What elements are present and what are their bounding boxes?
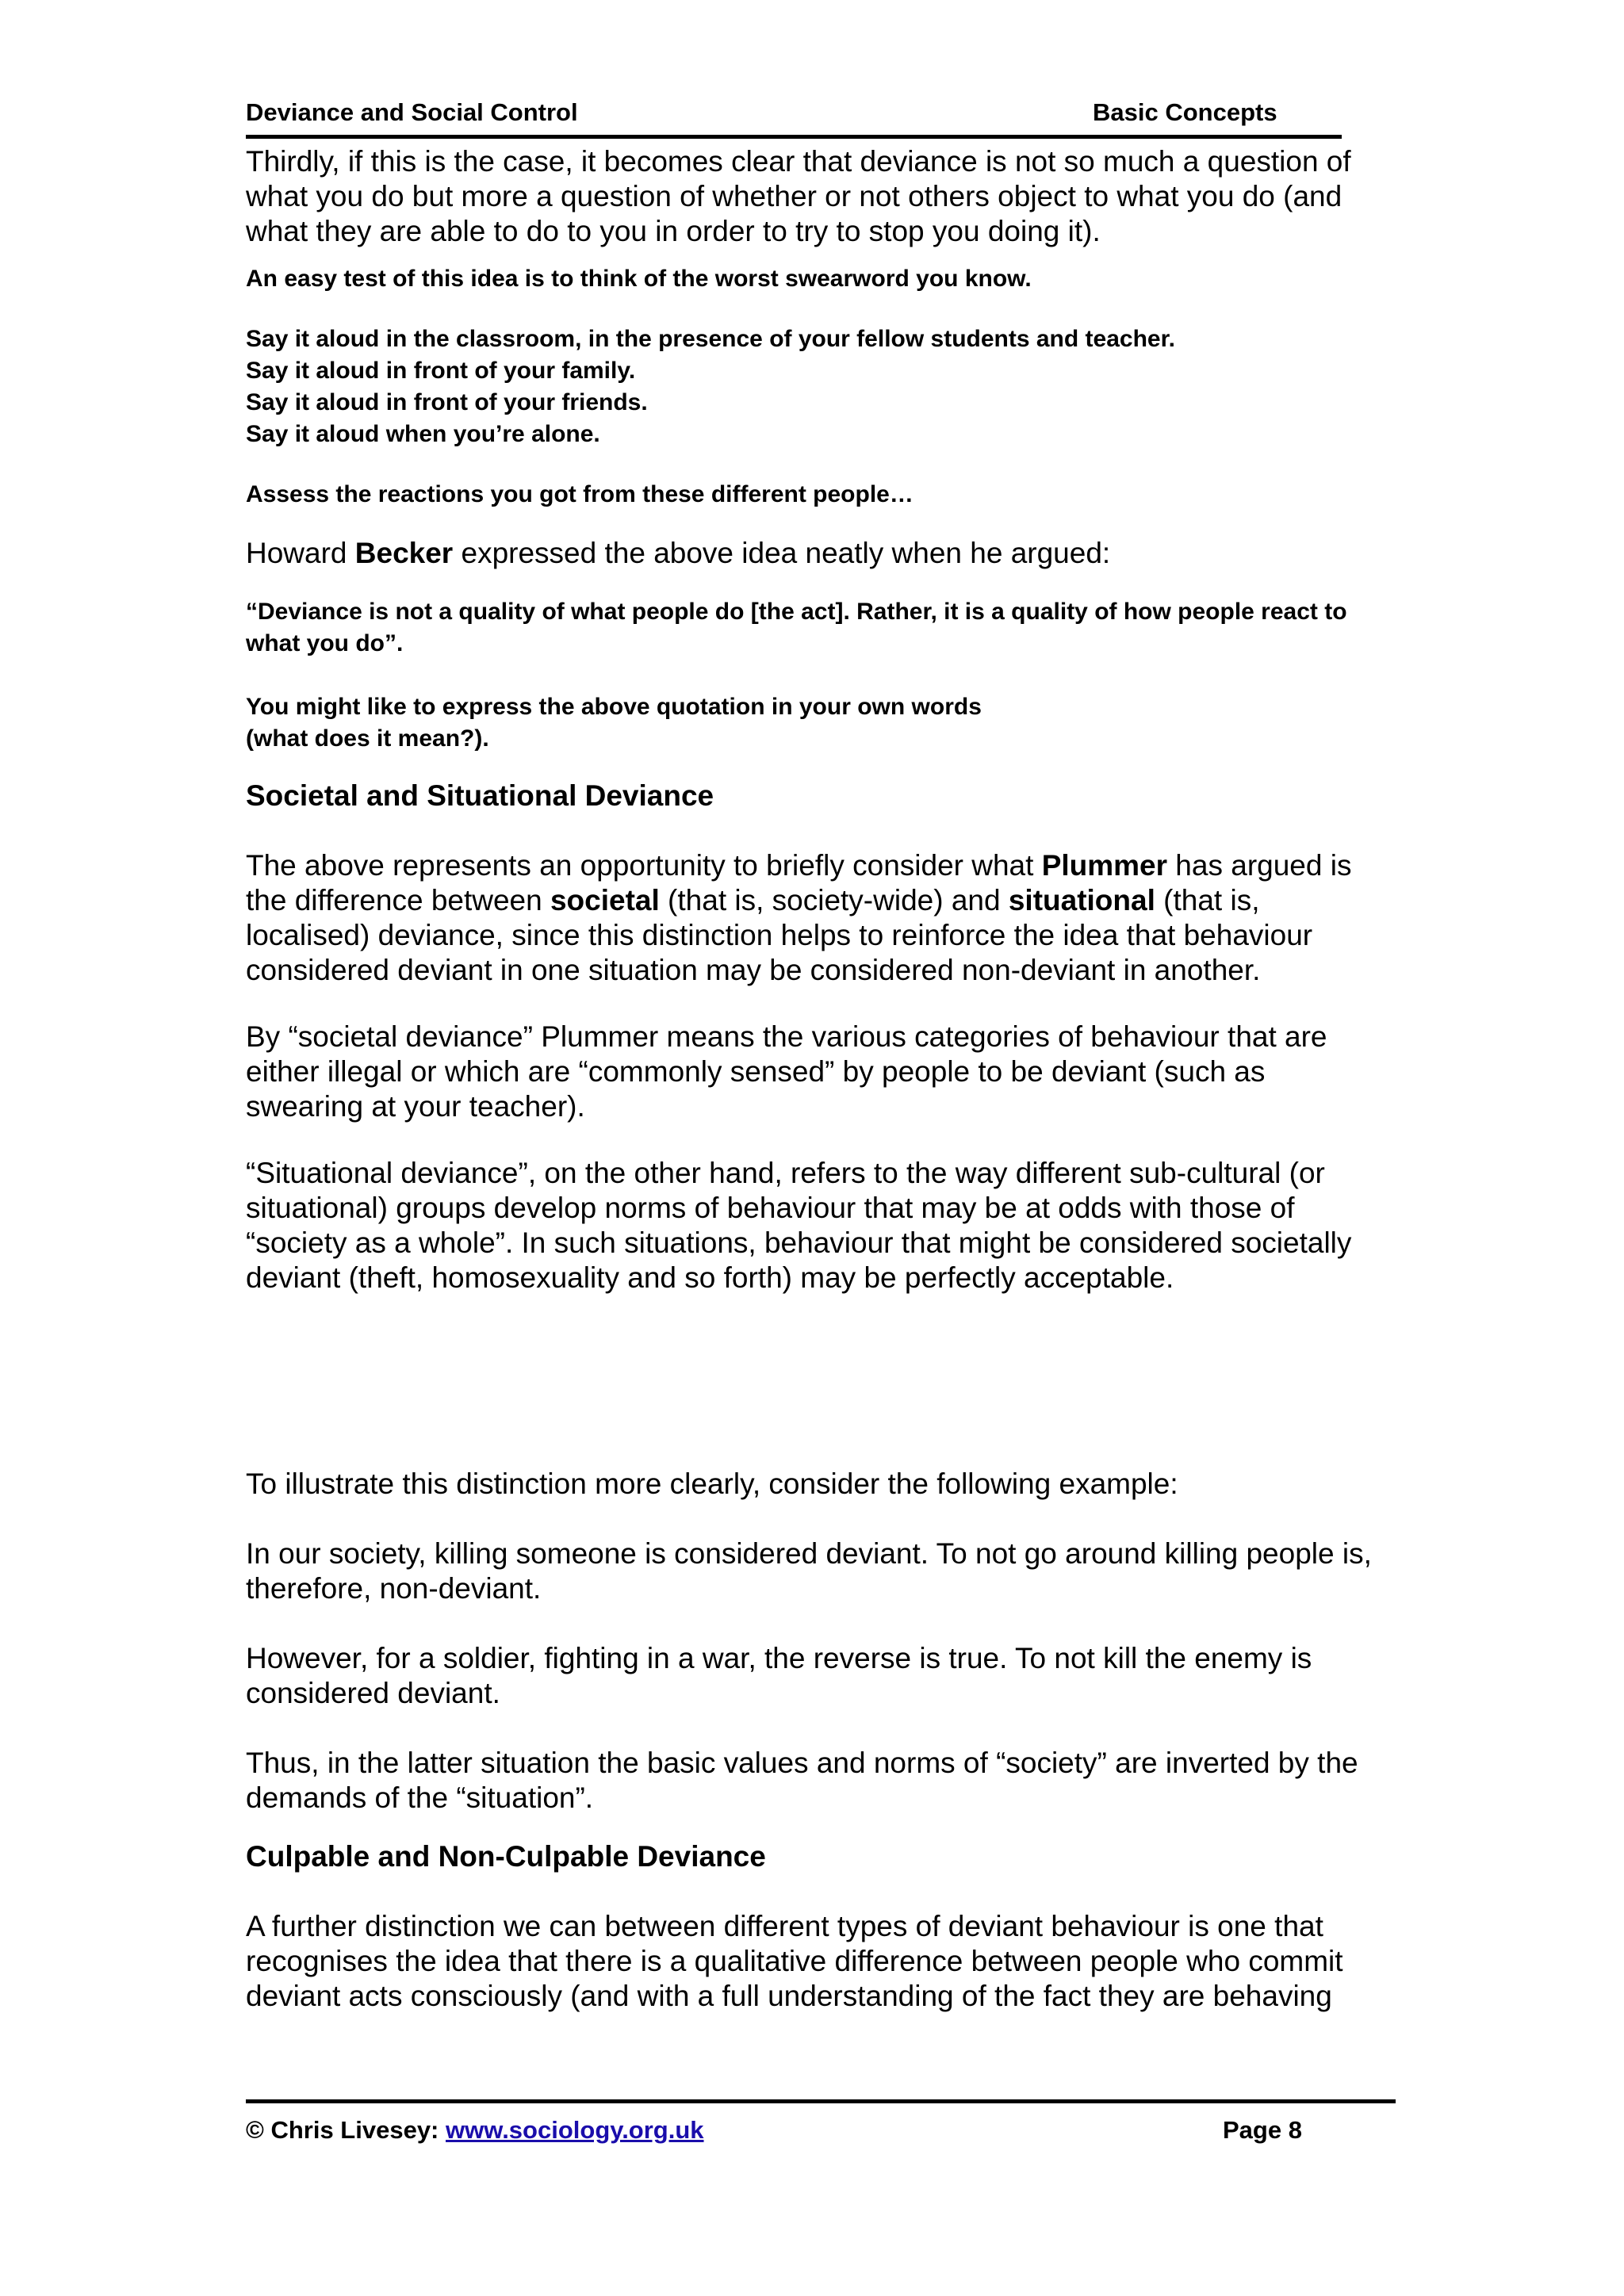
express-line-1: You might like to express the above quotation in your own words <box>246 694 982 720</box>
paragraph-further-distinction: A further distinction we can between different types of deviant behaviour is one that recognises the idea that there is a qualitative difference between people who commit deviant acts consciously (and with a full understanding of the fact they are behaving <box>246 1910 1343 2012</box>
becker-intro-pre: Howard <box>246 537 355 569</box>
heading-societal-situational: Societal and Situational Deviance <box>246 779 714 812</box>
footer-credit <box>246 2116 704 2145</box>
paragraph-illustrate: To illustrate this distinction more clearly, consider the following example: <box>246 1468 1178 1500</box>
express-prompt <box>246 691 1388 755</box>
p2-text-d: (that is, localised) deviance, since this distinction helps to reinforce the idea that behaviour considered deviant in one situation may be considered non-deviant in another. <box>246 884 1313 986</box>
plummer-name: Plummer <box>1041 849 1168 882</box>
paragraph-situational-deviance: “Situational deviance”, on the other hand, refers to the way different sub-cultural (or situational) groups develop norms of behaviour that may be at odds with those of “society as a whole”. In such situations, behaviour that might be considered societally deviant (theft, homosexuality and so forth) may be perfectly acceptable. <box>246 1157 1352 1294</box>
paragraph-soldier: However, for a soldier, fighting in a war, the reverse is true. To not kill the enemy is considered deviant. <box>246 1642 1312 1709</box>
footer-website-link[interactable]: www.sociology.org.uk <box>446 2116 704 2144</box>
p2-text-c: (that is, society-wide) and <box>659 884 1009 916</box>
header-section: Basic Concepts <box>1093 98 1277 126</box>
term-societal: societal <box>550 884 660 916</box>
say-item-family: Say it aloud in front of your family. <box>246 358 636 384</box>
page-number: Page 8 <box>1223 2116 1302 2144</box>
page-content <box>246 144 1388 2014</box>
term-situational: situational <box>1008 884 1155 916</box>
header-title: Deviance and Social Control <box>246 98 578 126</box>
p2-text-b: has argued is the difference between <box>246 849 1352 916</box>
heading-culpable: Culpable and Non-Culpable Deviance <box>246 1840 766 1873</box>
paragraph-plummer <box>246 848 1388 988</box>
paragraph-killing: In our society, killing someone is considered deviant. To not go around killing people is, therefore, non-deviant. <box>246 1537 1372 1605</box>
paragraph-thirdly: Thirdly, if this is the case, it becomes clear that deviance is not so much a question of what you do but more a question of whether or not others object to what you do (and what they are able to do to you in order to try to stop you doing it). <box>246 145 1351 247</box>
page-header <box>246 98 1342 139</box>
paragraph-inverted: Thus, in the latter situation the basic values and norms of “society” are inverted by the demands of the “situation”. <box>246 1747 1358 1814</box>
p2-text-a: The above represents an opportunity to briefly consider what <box>246 849 1042 882</box>
becker-name: Becker <box>354 537 454 569</box>
footer-copyright: © Chris Livesey: <box>246 2116 446 2144</box>
say-item-alone: Say it aloud when you’re alone. <box>246 421 600 447</box>
test-intro: An easy test of this idea is to think of the worst swearword you know. <box>246 266 1032 292</box>
becker-intro <box>246 536 1388 571</box>
say-item-classroom: Say it aloud in the classroom, in the presence of your fellow students and teacher. <box>246 326 1175 352</box>
paragraph-societal-deviance: By “societal deviance” Plummer means the various categories of behaviour that are either illegal or which are “commonly sensed” by people to be deviant (such as swearing at your teacher). <box>246 1020 1327 1123</box>
say-it-list <box>246 323 1388 450</box>
becker-intro-post: expressed the above idea neatly when he argued: <box>453 537 1111 569</box>
express-line-2: (what does it mean?). <box>246 725 489 752</box>
becker-quote: “Deviance is not a quality of what people do [the act]. Rather, it is a quality of how people react to what you do”. <box>246 599 1347 656</box>
page-footer <box>246 2099 1396 2156</box>
say-item-friends: Say it aloud in front of your friends. <box>246 389 648 415</box>
assess-reactions: Assess the reactions you got from these different people… <box>246 481 914 507</box>
